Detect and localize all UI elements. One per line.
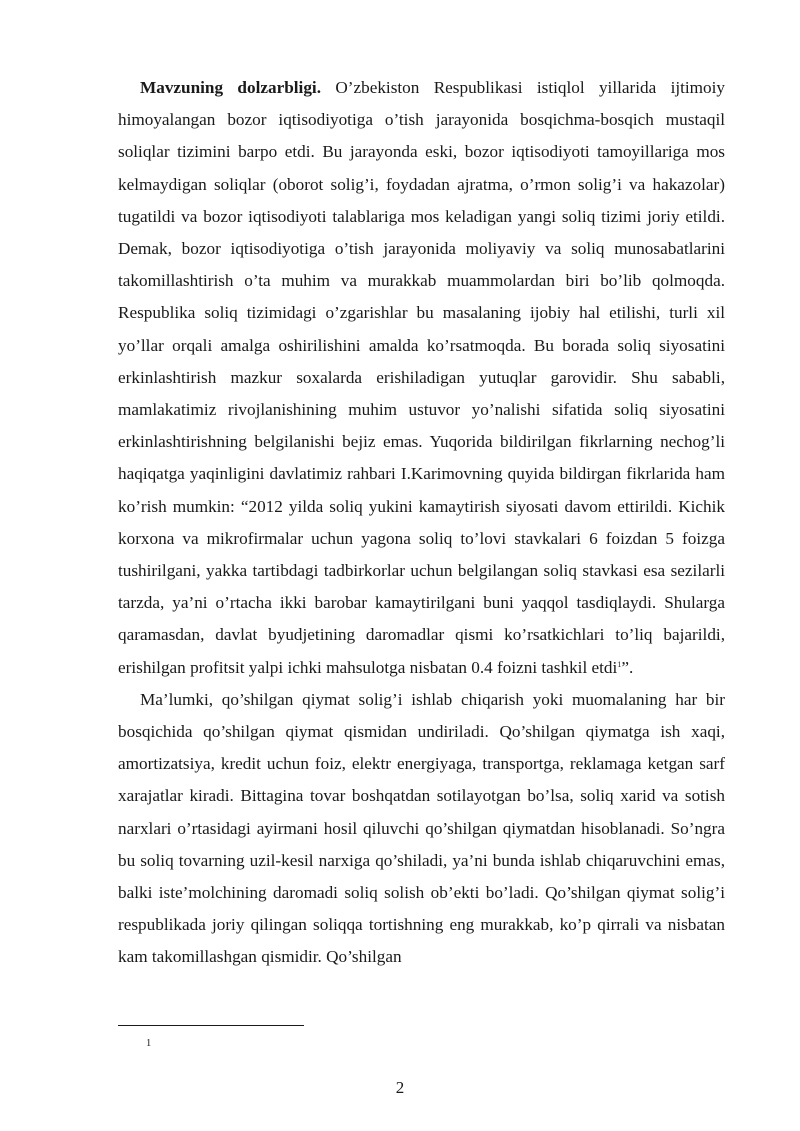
quote-closing: ”. bbox=[621, 657, 634, 677]
section-heading: Mavzuning dolzarbligi. bbox=[140, 78, 321, 97]
paragraph-relevance bbox=[118, 72, 725, 684]
footnote-separator bbox=[118, 1025, 304, 1026]
footnote-reference[interactable]: 1 bbox=[617, 659, 622, 669]
document-body bbox=[118, 72, 725, 974]
paragraph-vat bbox=[118, 684, 725, 974]
footnote-marker: 1 bbox=[146, 1038, 152, 1049]
paragraph-text: O’zbekiston Respublikasi istiqlol yillarida ijtimoiy himoyalangan bozor iqtisodiyotiga o’tish jarayonida bosqichma-bosqich mustaqil soliqlar tizimini barpo etdi. Bu jarayonda eski, bozor iqtisodiyoti tamoyillariga mos kelmaydigan soliqlar (oborot solig’i, foydadan ajratma, o’rmon solig’i va hakazolar) tugatildi va bozor iqtisodiyoti talablariga mos keladigan yangi soliq tizimi joriy etildi. Demak, bozor iqtisodiyotiga o’tish jarayonida moliyaviy va soliq munosabatlarini takomillashtirish o’ta muhim va murakkab muammolardan biri bo’lib qolmoqda. Respublika soliq tizimidagi o’zgarishlar bu masalaning ijobiy hal etilishi, turli xil yo’llar orqali amalga oshirilishini amalda ko’rsatmoqda. Bu borada soliq siyosatini erkinlashtirish mazkur soxalarda erishiladigan yutuqlar garovidir. Shu sababli, mamlakatimiz rivojlanishining muhim ustuvor yo’nalishi sifatida soliq siyosatini erkinlashtirishning belgilanishi bejiz emas. Yuqorida bildirilgan fikrlarning nechog’li haqiqatga yaqinligini davlatimiz rahbari I.Karimovning quyida bildirgan fikrlarida ham ko’rish mumkin: “2012 yilda soliq yukini kamaytirish siyosati davom ettirildi. Kichik korxona va mikrofirmalar uchun yagona soliq to’lovi stavkalari 6 foizdan 5 foizga tushirilgani, yakka tartibdagi tadbirkorlar uchun belgilangan soliq stavkasi esa sezilarli tarzda, ya’ni o’rtacha ikki barobar kamaytirilgani buni yaqqol tasdiqlaydi. Shularga qaramasdan, davlat byudjetining daromadlar qismi ko’rsatkichlari to’liq bajarildi, erishilgan profitsit yalpi ichki mahsulotga nisbatan 0.4 foizni tashkil etdi bbox=[118, 78, 726, 677]
paragraph-text: Ma’lumki, qo’shilgan qiymat solig’i ishlab chiqarish yoki muomalaning har bir bosqichida qo’shilgan qiymat qismidan undiriladi. Qo’shilgan qiymatga ish xaqi, amortizatsiya, kredit uchun foiz, elektr energiyaga, transportga, reklamaga ketgan sarf xarajatlar kiradi. Bittagina tovar boshqatdan sotilayotgan bo’lsa, soliq xarid va sotish narxlari o’rtasidagi ayirmani hosil qiluvchi qo’shilgan qiymatdan hisoblanadi. So’ngra bu soliq tovarning uzil-kesil narxiga qo’shiladi, ya’ni bunda ishlab chiqaruvchini emas, balki iste’molchining daromadi soliq solish ob’ekti bo’ladi. Qo’shilgan qiymat solig’i respublikada joriy qilingan soliqqa tortishning eng murakkab, ko’p qirrali va nisbatan kam takomillashgan qismidir. Qo’shilgan bbox=[118, 689, 725, 967]
page-number: 2 bbox=[395, 1078, 405, 1097]
